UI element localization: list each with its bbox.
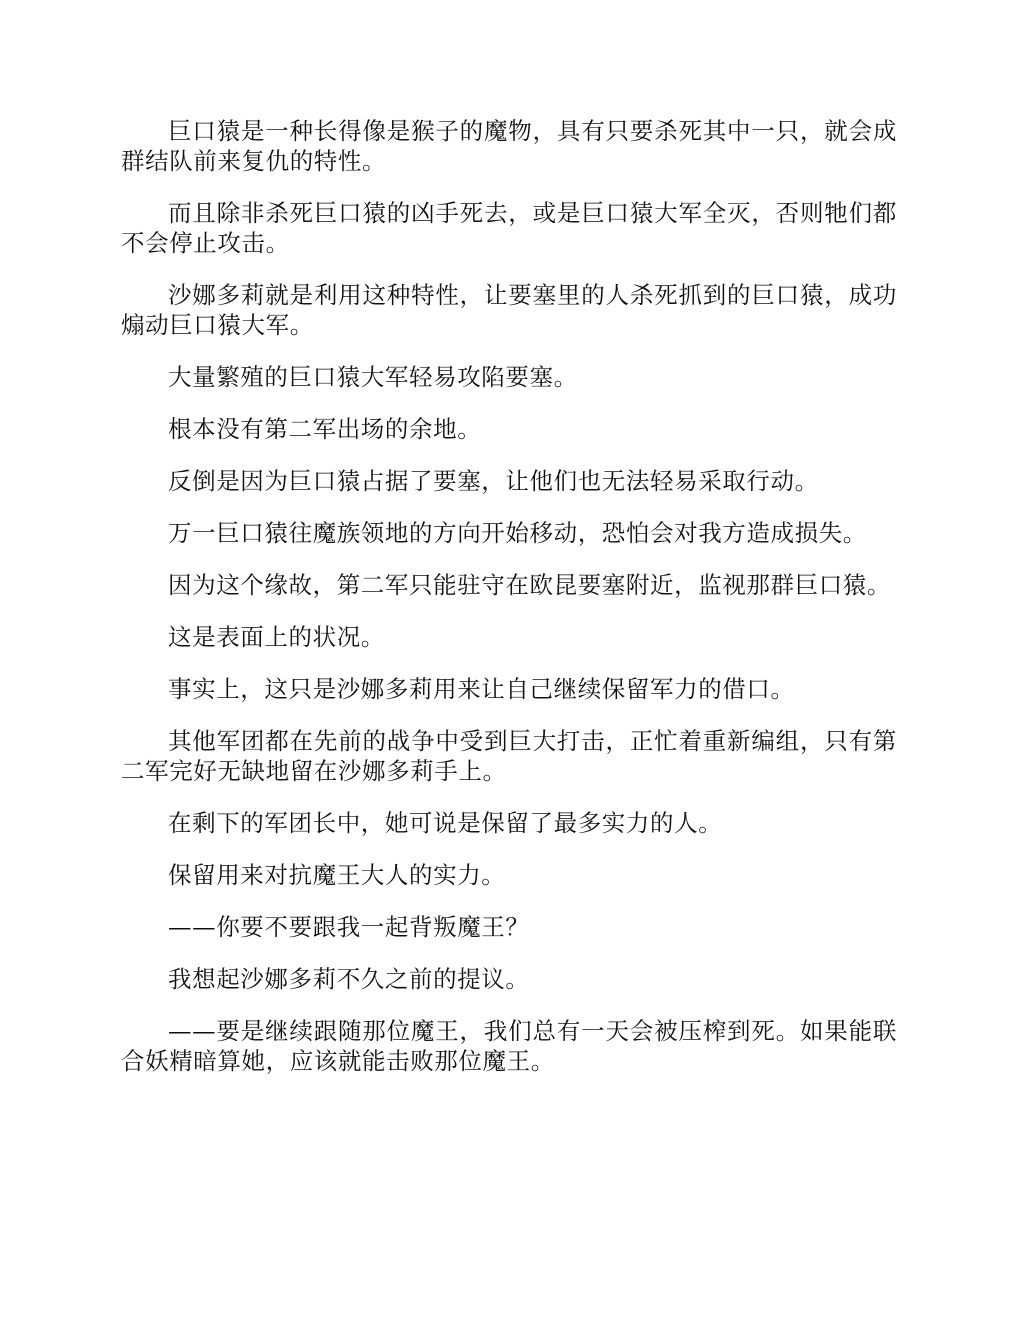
paragraph: 反倒是因为巨口猿占据了要塞，让他们也无法轻易采取行动。 — [168, 467, 819, 495]
paragraph: 在剩下的军团长中，她可说是保留了最多实力的人。 — [168, 809, 723, 837]
text-column — [121, 116, 897, 1098]
paragraph: ——要是继续跟随那位魔王，我们总有一天会被压榨到死。如果能联合妖精暗算她，应该就能击败那位魔王。 — [121, 1017, 897, 1075]
paragraph: 事实上，这只是沙娜多莉用来让自己继续保留军力的借口。 — [168, 675, 795, 703]
paragraph: 我想起沙娜多莉不久之前的提议。 — [168, 965, 530, 993]
paragraph: 其他军团都在先前的战争中受到巨大打击，正忙着重新编组，只有第二军完好无缺地留在沙娜多莉手上。 — [121, 727, 897, 785]
paragraph: 万一巨口猿往魔族领地的方向开始移动，恐怕会对我方造成损失。 — [168, 519, 867, 547]
paragraph: 保留用来对抗魔王大人的实力。 — [168, 861, 506, 889]
paragraph: ——你要不要跟我一起背叛魔王？ — [168, 913, 530, 941]
paragraph: 而且除非杀死巨口猿的凶手死去，或是巨口猿大军全灭，否则牠们都不会停止攻击。 — [121, 199, 897, 257]
paragraph: 这是表面上的状况。 — [168, 623, 385, 651]
paragraph: 巨口猿是一种长得像是猴子的魔物，具有只要杀死其中一只，就会成群结队前来复仇的特性。 — [121, 117, 897, 175]
paragraph: 因为这个缘故，第二军只能驻守在欧昆要塞附近，监视那群巨口猿。 — [168, 571, 891, 599]
paragraph: 根本没有第二军出场的余地。 — [168, 415, 482, 443]
paragraph: 沙娜多莉就是利用这种特性，让要塞里的人杀死抓到的巨口猿，成功煽动巨口猿大军。 — [121, 281, 897, 339]
paragraph: 大量繁殖的巨口猿大军轻易攻陷要塞。 — [168, 363, 578, 391]
